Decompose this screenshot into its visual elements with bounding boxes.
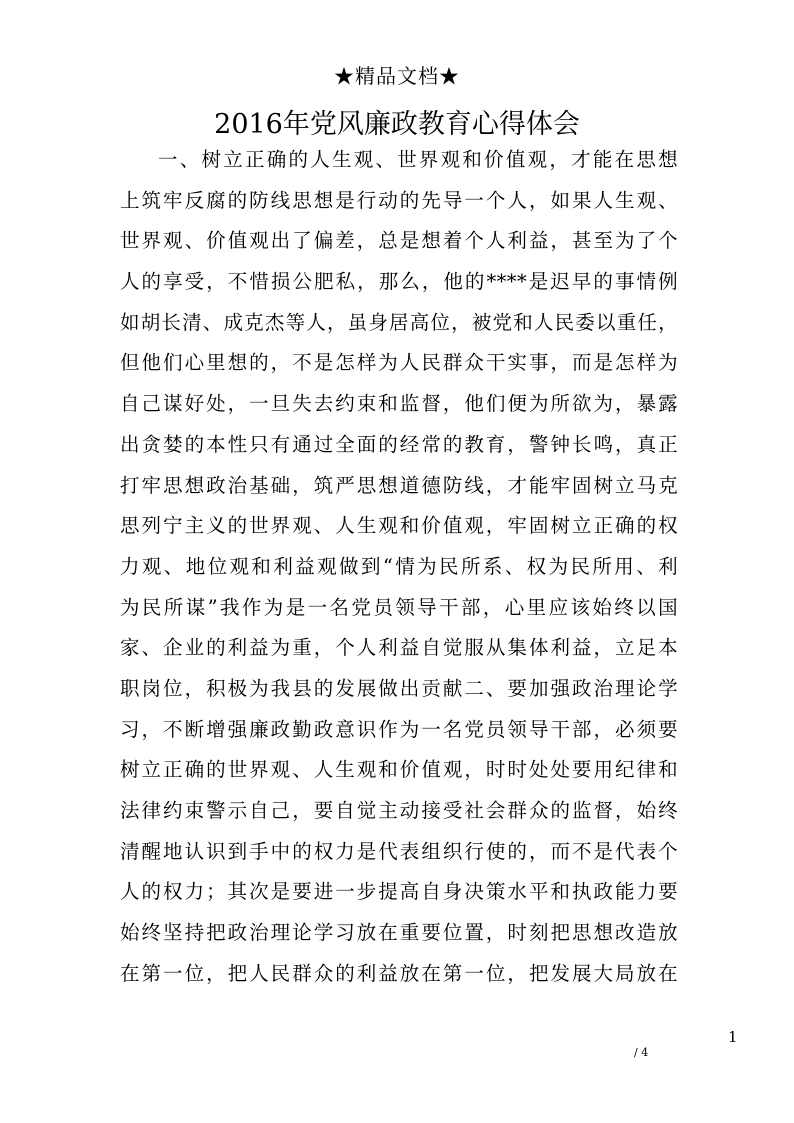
body-line: 上筑牢反腐的防线思想是行动的先导一个人，如果人生观、	[120, 188, 678, 212]
body-line: 自己谋好处，一旦失去约束和监督，他们便为所欲为，暴露	[120, 392, 678, 416]
body-line: 出贪婪的本性只有通过全面的经常的教育，警钟长鸣，真正	[120, 432, 678, 456]
body-line: 思列宁主义的世界观、人生观和价值观，牢固树立正确的权	[120, 514, 678, 538]
document-body	[120, 140, 678, 994]
document-title: 2016年党风廉政教育心得体会	[214, 109, 580, 140]
page-number: 1	[728, 1028, 738, 1046]
body-line: 但他们心里想的，不是怎样为人民群众干实事，而是怎样为	[120, 351, 678, 375]
body-line: 职岗位，积极为我县的发展做出贡献二、要加强政治理论学	[120, 676, 678, 700]
body-line: 力观、地位观和利益观做到“情为民所系、权为民所用、利	[120, 554, 678, 578]
body-line: 习，不断增强廉政勤政意识作为一名党员领导干部，必须要	[120, 717, 678, 741]
body-line: 家、企业的利益为重，个人利益自觉服从集体利益，立足本	[120, 636, 678, 660]
body-line: 清醒地认识到手中的权力是代表组织行使的，而不是代表个	[120, 839, 678, 863]
body-line: 在第一位，把人民群众的利益放在第一位，把发展大局放在	[120, 961, 678, 985]
body-line: 树立正确的世界观、人生观和价值观，时时处处要用纪律和	[120, 758, 678, 782]
page-header: ★精品文档★	[334, 64, 460, 88]
body-line: 始终坚持把政治理论学习放在重要位置，时刻把思想改造放	[120, 921, 678, 945]
body-line: 人的权力；其次是要进一步提高自身决策水平和执政能力要	[120, 880, 678, 904]
body-line: 人的享受，不惜损公肥私，那么，他的****是迟早的事情例	[120, 270, 678, 294]
body-line: 世界观、价值观出了偏差，总是想着个人利益，甚至为了个	[120, 229, 678, 253]
body-line: 为民所谋”我作为是一名党员领导干部，心里应该始终以国	[120, 595, 678, 619]
body-line: 打牢思想政治基础，筑严思想道德防线，才能牢固树立马克	[120, 473, 678, 497]
body-line: 法律约束警示自己，要自觉主动接受社会群众的监督，始终	[120, 799, 678, 822]
body-line: 一、树立正确的人生观、世界观和价值观，才能在思想	[158, 148, 678, 171]
body-line: 如胡长清、成克杰等人，虽身居高位，被党和人民委以重任，	[120, 310, 678, 334]
page-total: / 4	[634, 1046, 649, 1059]
